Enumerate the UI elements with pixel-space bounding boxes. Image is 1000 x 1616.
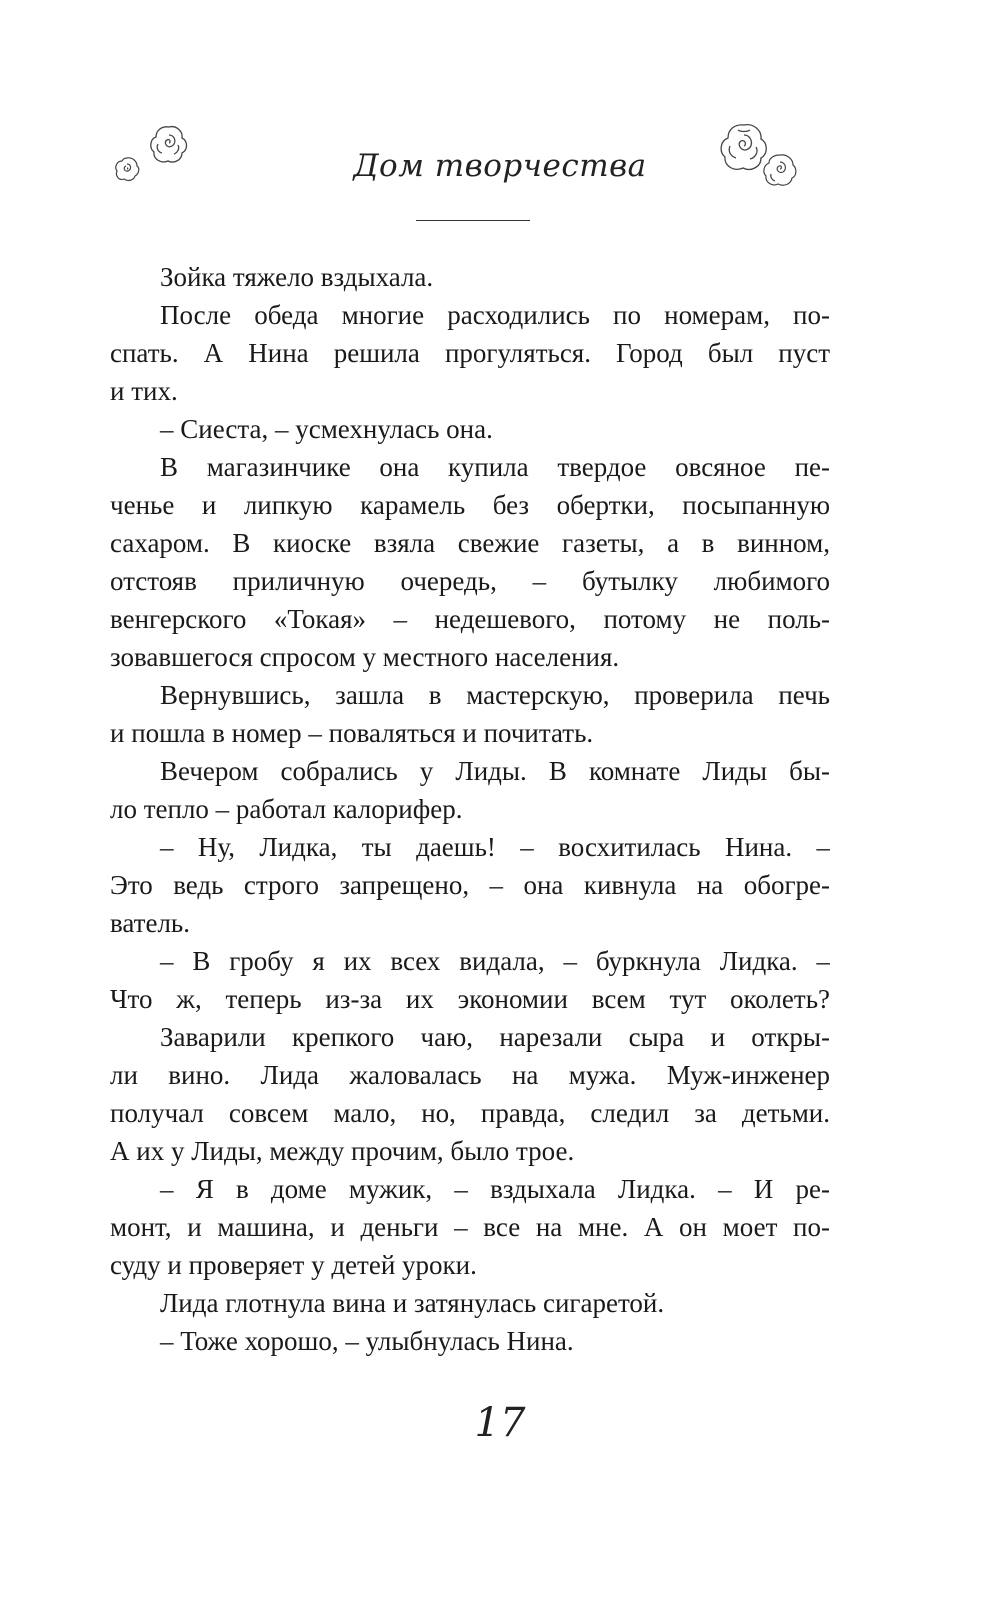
text-line: Что ж, теперь из-за их экономии всем тут околеть? [110, 984, 830, 1014]
text-line: получал совсем мало, но, правда, следил за детьми. [110, 1098, 830, 1128]
text-line: спать. А Нина решила прогуляться. Город был пуст [110, 338, 830, 368]
rose-ornament-right-small-icon [760, 150, 800, 190]
page-number: 17 [474, 1400, 526, 1446]
text-line: ченье и липкую карамель без обертки, посыпанную [110, 490, 830, 520]
running-header [0, 110, 1000, 240]
text-line: венгерского «Токая» – недешевого, потому не поль- [110, 604, 830, 634]
text-line: Лида глотнула вина и затянулась сигаретой. [160, 1288, 665, 1318]
text-line: ватель. [110, 908, 190, 938]
header-divider [416, 220, 530, 221]
text-line: Это ведь строго запрещено, – она кивнула на обогре- [110, 870, 830, 900]
text-line: отстояв приличную очередь, – бутылку любимого [110, 566, 830, 596]
text-line: сахаром. В киоске взяла свежие газеты, а в винном, [110, 528, 830, 558]
text-line: Вечером собрались у Лиды. В комнате Лиды бы- [160, 756, 830, 786]
text-line: суду и проверяет у детей уроки. [110, 1250, 477, 1280]
text-line: – Тоже хорошо, – улыбнулась Нина. [160, 1326, 574, 1356]
text-line: ли вино. Лида жаловалась на мужа. Муж-инженер [110, 1060, 830, 1090]
header-title: Дом творчества [353, 148, 647, 184]
text-line: и пошла в номер – поваляться и почитать. [110, 718, 594, 748]
text-line: В магазинчике она купила твердое овсяное пе- [160, 452, 830, 482]
text-line: – Ну, Лидка, ты даешь! – восхитилась Нина. – [160, 832, 830, 862]
text-line: ло тепло – работал калорифер. [110, 794, 463, 824]
text-line: монт, и машина, и деньги – все на мне. А он моет по- [110, 1212, 830, 1242]
text-line: и тих. [110, 376, 178, 406]
text-line: После обеда многие расходились по номерам, по- [160, 300, 830, 330]
text-line: Зойка тяжело вздыхала. [160, 262, 434, 292]
text-line: – В гробу я их всех видала, – буркнула Лидка. – [160, 946, 830, 976]
text-line: А их у Лиды, между прочим, было трое. [110, 1136, 575, 1166]
text-line: – Я в доме мужик, – вздыхала Лидка. – И ре- [160, 1174, 830, 1204]
text-line: Заварили крепкого чаю, нарезали сыра и откры- [160, 1022, 830, 1052]
text-line: Вернувшись, зашла в мастерскую, проверила печь [160, 680, 830, 710]
text-line: зовавшегося спросом у местного населения. [110, 642, 620, 672]
text-line: – Сиеста, – усмехнулась она. [160, 414, 493, 444]
page-body-text [110, 258, 830, 1360]
